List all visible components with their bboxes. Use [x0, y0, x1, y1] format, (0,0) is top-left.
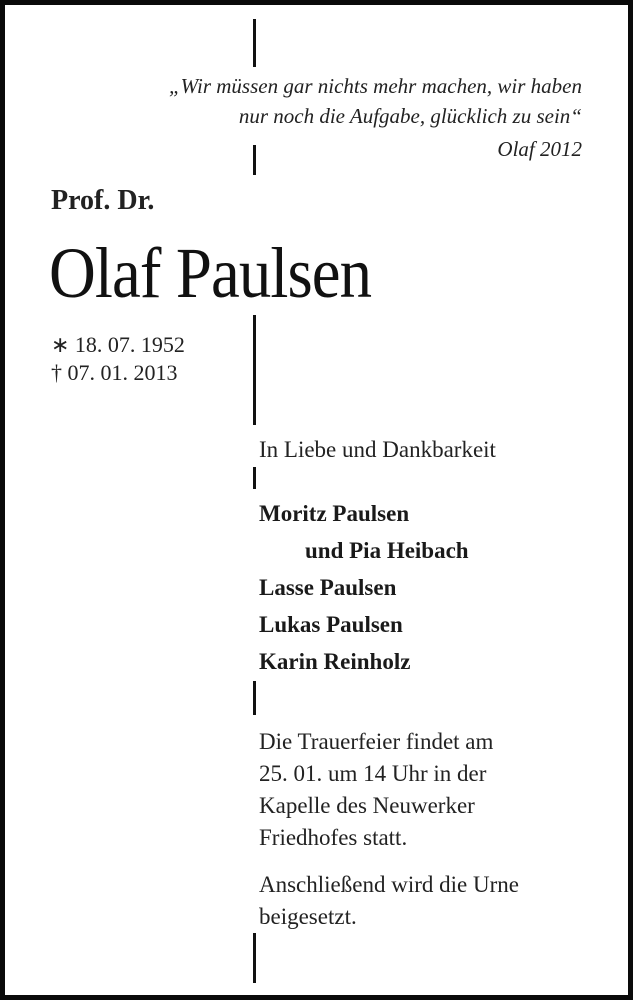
- birth-date: ∗ 18. 07. 1952: [51, 332, 185, 357]
- quote-line: „Wir müssen gar nichts mehr machen, wir haben: [169, 74, 582, 98]
- mourner-name: Lasse Paulsen: [259, 575, 397, 600]
- quote-author: Olaf 2012: [497, 137, 582, 161]
- academic-title: Prof. Dr.: [51, 185, 155, 216]
- vertical-rule: [253, 681, 256, 715]
- vertical-rule: [253, 145, 256, 175]
- vertical-rule: [253, 933, 256, 983]
- life-dates: [51, 331, 185, 387]
- ceremony-line: Friedhofes statt.: [259, 825, 408, 850]
- ceremony-line: Kapelle des Neuwerker: [259, 793, 475, 818]
- mourner-name: Karin Reinholz: [259, 649, 411, 674]
- vertical-rule: [253, 19, 256, 67]
- mourners-list: [259, 495, 469, 680]
- urn-line: Anschließend wird die Urne: [259, 872, 519, 897]
- vertical-rule: [253, 467, 256, 489]
- quote-line: nur noch die Aufgabe, glücklich zu sein“: [238, 104, 582, 128]
- mourner-name: und Pia Heibach: [305, 538, 469, 563]
- ceremony-line: Die Trauerfeier findet am: [259, 729, 494, 754]
- mourner-name: Moritz Paulsen: [259, 501, 410, 526]
- ceremony-info: [259, 726, 493, 854]
- mourners-intro: In Liebe und Dankbarkeit: [259, 437, 496, 462]
- deceased-name: Olaf Paulsen: [49, 233, 372, 313]
- vertical-rule: [253, 315, 256, 425]
- urn-info: [259, 869, 519, 933]
- mourner-name: Lukas Paulsen: [259, 612, 403, 637]
- urn-line: beigesetzt.: [259, 904, 357, 929]
- death-date: † 07. 01. 2013: [51, 360, 178, 385]
- quote-block: [22, 71, 582, 131]
- ceremony-line: 25. 01. um 14 Uhr in der: [259, 761, 487, 786]
